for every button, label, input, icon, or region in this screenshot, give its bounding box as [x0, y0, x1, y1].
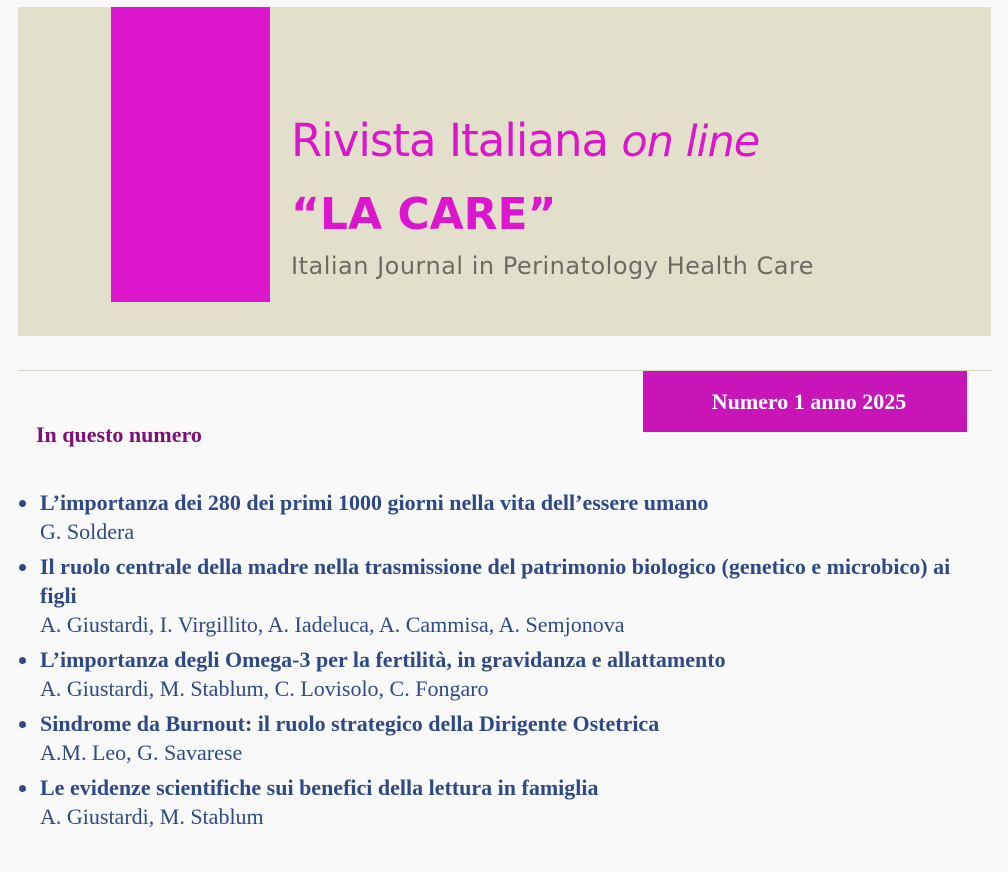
- article-title-link[interactable]: Sindrome da Burnout: il ruolo strategico della Dirigente Ostetrica: [40, 711, 660, 736]
- bullet-icon: [19, 721, 26, 728]
- list-item: [18, 709, 978, 767]
- article-authors: A. Giustardi, M. Stablum: [40, 804, 264, 829]
- article-authors: G. Soldera: [40, 519, 135, 544]
- article-title-link[interactable]: L’importanza degli Omega-3 per la fertilità, in gravidanza e allattamento: [40, 647, 726, 672]
- section-heading: In questo numero: [36, 422, 202, 447]
- list-item: [18, 773, 978, 831]
- article-authors: A. Giustardi, I. Virgillito, A. Iadeluca, A. Cammisa, A. Semjonova: [40, 612, 625, 637]
- journal-banner: [18, 7, 991, 336]
- bullet-icon: [19, 657, 26, 664]
- list-item: [18, 488, 978, 546]
- list-item: [18, 552, 978, 639]
- article-list: [18, 488, 978, 837]
- article-authors: A. Giustardi, M. Stablum, C. Lovisolo, C. Fongaro: [40, 676, 489, 701]
- journal-title: [291, 114, 759, 169]
- article-title-link[interactable]: L’importanza dei 280 dei primi 1000 giorni nella vita dell’essere umano: [40, 490, 709, 515]
- journal-title-online: on line: [621, 117, 760, 167]
- issue-badge: Numero 1 anno 2025: [643, 371, 967, 432]
- list-item: [18, 645, 978, 703]
- article-authors: A.M. Leo, G. Savarese: [40, 740, 243, 765]
- bullet-icon: [19, 500, 26, 507]
- article-title-link[interactable]: Il ruolo centrale della madre nella trasmissione del patrimonio biologico (genetico e microbico) ai figli: [40, 554, 951, 608]
- bullet-icon: [19, 564, 26, 571]
- bullet-icon: [19, 785, 26, 792]
- journal-name: “LA CARE”: [291, 189, 557, 240]
- article-title-link[interactable]: Le evidenze scientifiche sui benefici della lettura in famiglia: [40, 775, 599, 800]
- banner-accent-bar: [111, 7, 270, 302]
- journal-subtitle: Italian Journal in Perinatology Health Care: [291, 252, 815, 280]
- journal-title-main: Rivista Italiana: [291, 114, 609, 167]
